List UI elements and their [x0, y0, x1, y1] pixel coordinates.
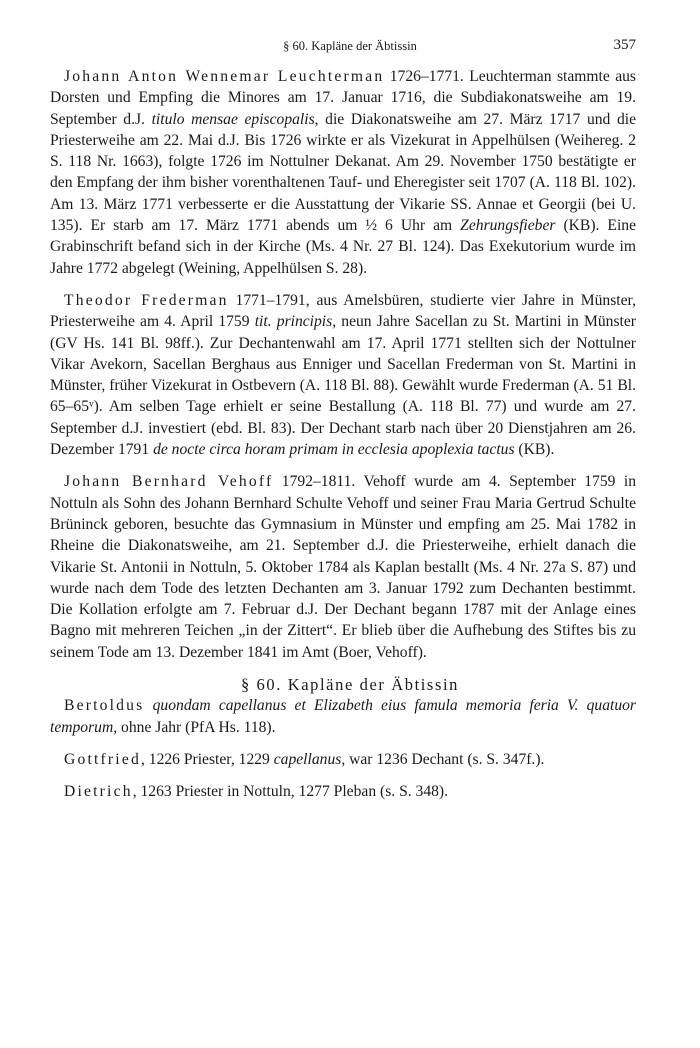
italic-text: capellanus — [273, 750, 342, 768]
italic-text: quondam capellanus et Elizabeth eius famula memoria feria V. quatuor temporum — [50, 697, 636, 736]
entry-name: Bertoldus — [64, 697, 145, 715]
text-run: 1792–1811. Vehoff wurde am 4. September 1759 in Nottuln als Sohn des Johann Bernhard Schulte Vehoff und seiner Frau Maria Gertrud Schulte Brüninck geboren, besuchte das Gymnasium in Münster und empfing am 25. Mai 1782 in Rheine die Diakonatsweihe, am 21. September d.J. die Priesterweihe, erhielt danach die Vikarie St. Antonii in Nottuln, 5. Oktober 1784 als Kaplan bestallt (Ms. 4 Nr. 27a S. 87) und wurde nach dem Tode des letzten Dechanten am 3. Januar 1792 zum Dechanten bestimmt. Die Kollation erfolgte am 7. Februar d.J. Der Dechant begann 1787 mit der Anlage eines Bagno mit mehreren Teichen „in der Zittert“. Er blieb über die Aufhebung des Stiftes bis zu seinem Tode am 13. Dezember 1841 im Amt (Boer, Vehoff). — [50, 473, 636, 661]
text-run: 1726–1771. Leuchterman stammte aus Dorsten und Empfing die Minores am 17. Januar 1716, die Subdiakonatsweihe am 19. September d.J. — [50, 68, 637, 128]
page-body — [50, 66, 636, 814]
entry-text — [50, 68, 636, 277]
text-run: , ohne Jahr (PfA Hs. 118). — [113, 718, 276, 736]
italic-text: tit. principis — [254, 313, 333, 331]
page-number: 357 — [613, 37, 636, 53]
italic-text: de nocte circa horam primam in ecclesia apoplexia tactus — [153, 441, 515, 459]
running-head — [50, 38, 650, 56]
biography-entry — [50, 290, 636, 460]
entry-text — [133, 783, 448, 800]
text-run: (KB). — [514, 441, 555, 459]
entry-name: Johann Anton Wennemar Leuchterman — [64, 68, 385, 85]
chaplain-entry — [50, 781, 636, 802]
biography-entry — [50, 66, 636, 279]
text-run: , war 1236 Dechant (s. S. 347f.). — [341, 750, 545, 768]
entry-text — [50, 292, 636, 458]
text-run: , die Diakonatsweihe am 27. März 1717 und die Priesterweihe am 22. Mai d.J. Bis 1726 wirkte er als Vizekurat in Appelhülsen (Weihereg. 2 S. 118 Nr. 1663), folgte 1726 im Nottulner Dekanat. Am 29. November 1750 bestätigte er den Empfang der ihm bisher vorenthaltenen Tauf- und Eheregister seit 1707 (A. 118 Bl. 102). Am 13. März 1771 verbesserte er die Ausstattung der Vikarie SS. Annae et Georgii (bei U. 135). Er starb am 17. März 1771 abends um ½ 6 Uhr am — [50, 110, 637, 235]
chaplain-entry — [50, 749, 636, 770]
entry-text — [50, 473, 636, 660]
entry-name: Gottfried — [64, 750, 141, 768]
running-head-title: § 60. Kapläne der Äbtissin — [283, 39, 417, 53]
text-run: 1771–1791, aus Amelsbüren, studierte vier Jahre in Münster, Priesterweihe am 4. April 1759 — [50, 291, 636, 331]
text-run: (KB). Eine Grabinschrift befand sich in der Kirche (Ms. 4 Nr. 27 Bl. 124). Das Exekutorium wurde im Jahre 1772 abgelegt (Weining, Appelhülsen S. 28). — [50, 217, 636, 277]
text-run: , 1263 Priester in Nottuln, 1277 Pleban (s. S. 348). — [132, 783, 449, 801]
text-run: , 1226 Priester, 1229 — [140, 750, 274, 768]
chaplain-entry — [50, 695, 636, 738]
entry-text — [141, 751, 544, 768]
italic-text: titulo mensae episcopalis — [151, 110, 315, 128]
entry-name: Theodor Frederman — [64, 291, 229, 309]
text-run: , neun Jahre Sacellan zu St. Martini in Münster (GV Hs. 141 Bl. 98ff.). Zur Dechantenwahl am 17. April 1771 stellten sich der Nottulner Vikar Avekorn, Sacellan Berghaus aus Enniger und Sacellan Frederman von St. Martini in Münster, früher Vizekurat in Ostbevern (A. 118 Bl. 88). Gewählt wurde Frederman (A. 51 Bl. 65–65ᵛ). Am selben Tage erhielt er seine Bestallung (A. 118 Bl. 77) und wurde am 27. September d.J. investiert (ebd. Bl. 83). Der Dechant starb nach über 20 Dienstjahren am 26. Dezember 1791 — [50, 313, 636, 459]
entry-name: Johann Bernhard Vehoff — [64, 473, 274, 491]
italic-text: Zehrungsfieber — [460, 217, 556, 235]
section-heading: § 60. Kapläne der Äbtissin — [240, 675, 460, 695]
entry-name: Dietrich — [64, 783, 133, 801]
biography-entry — [50, 471, 636, 663]
text-run — [144, 697, 152, 714]
